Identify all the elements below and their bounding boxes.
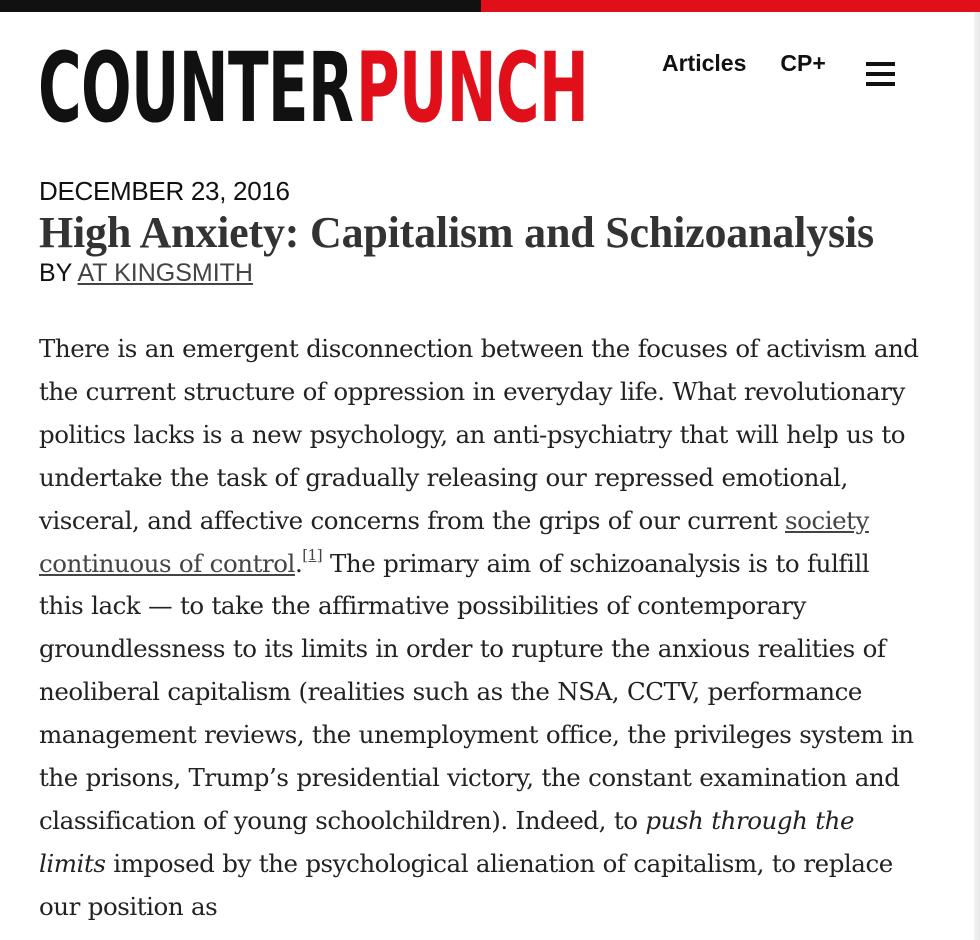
top-navigation xyxy=(662,50,826,77)
top-color-bar xyxy=(0,0,980,12)
top-bar-red-segment xyxy=(481,0,980,12)
paragraph-text: There is an emergent disconnection between the focuses of activism and the current structure of oppression in everyday life. What revolutionary politics lacks is a new psychology, an anti-psychiatry that will help us to undertake the task of gradually releasing our repressed emotional, visceral, and affective concerns from the grips of our current xyxy=(39,334,919,535)
logo-counter-text: COUNTER xyxy=(38,32,354,144)
paragraph-text-continued: The primary aim of schizoanalysis is to fulfill this lack — to take the affirmative possibilities of contemporary groundlessness to its limits in order to rupture the anxious realities of neoliberal capitalism (realities such as the NSA, CCTV, performance management reviews, the unemployment office, the privileges system in the prisons, Trump’s presidential victory, the constant examination and classification of young schoolchildren). Indeed, to xyxy=(39,548,914,835)
article-title: High Anxiety: Capitalism and Schizoanalysis xyxy=(39,208,874,257)
nav-articles-link[interactable]: Articles xyxy=(662,50,747,76)
page-edge-shadow xyxy=(974,12,980,940)
article-date: DECEMBER 23, 2016 xyxy=(39,176,290,206)
article-paragraph xyxy=(39,328,919,929)
top-bar-black-segment xyxy=(0,0,481,12)
logo-punch-text: PUNCH xyxy=(356,32,589,144)
byline-label: BY xyxy=(39,259,72,287)
italic-phrase: push through the limits xyxy=(39,805,855,878)
paragraph-period: . xyxy=(294,548,303,578)
footnote-1-link[interactable]: [1] xyxy=(302,545,323,564)
paragraph-text-end: imposed by the psychological alienation of capitalism, to replace our position as xyxy=(39,848,893,921)
site-logo[interactable] xyxy=(38,32,596,144)
hamburger-menu-icon[interactable] xyxy=(866,62,895,86)
article-byline xyxy=(39,259,253,288)
article-body xyxy=(39,328,919,929)
society-of-control-link[interactable]: society continuous of control xyxy=(39,505,869,578)
nav-cp-plus-link[interactable]: CP+ xyxy=(780,50,826,76)
author-link[interactable]: AT KINGSMITH xyxy=(77,259,253,287)
